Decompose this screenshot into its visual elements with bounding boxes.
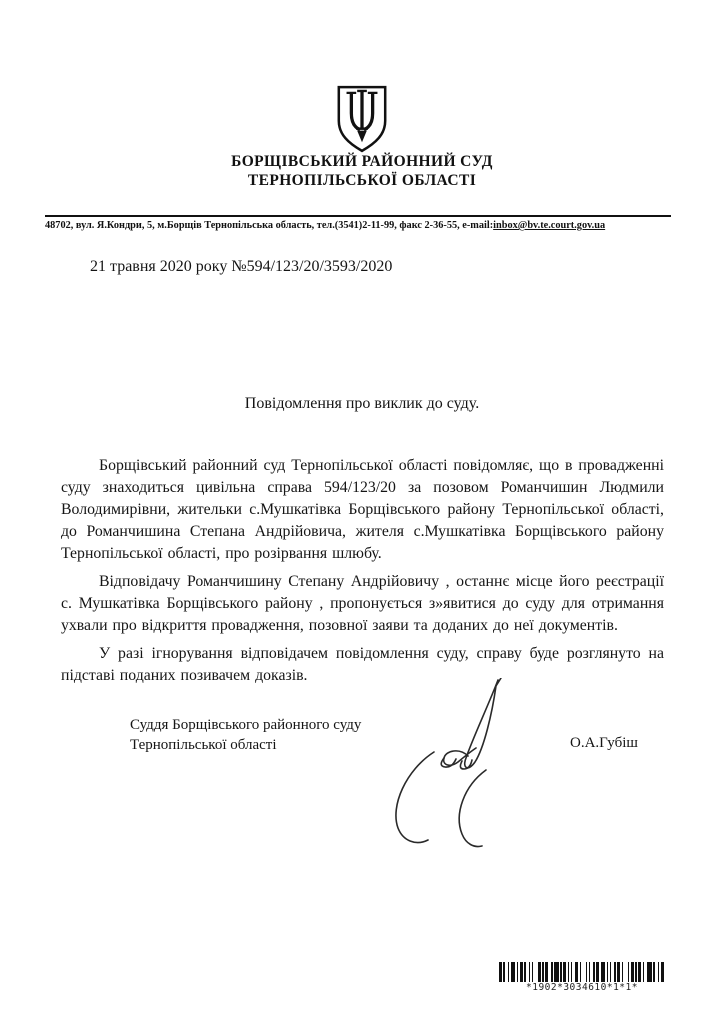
court-name-line2: ТЕРНОПІЛЬСЬКОЇ ОБЛАСТІ bbox=[247, 172, 477, 189]
barcode-icon bbox=[467, 962, 697, 982]
court-address-line bbox=[45, 219, 690, 232]
barcode-text: *1902*3034610*1*1* bbox=[526, 982, 638, 993]
barcode-block bbox=[467, 962, 697, 993]
judge-role-line2: Тернопільської області bbox=[130, 736, 277, 753]
address-text: 48702, вул. Я.Кондри, 5, м.Борщів Тернопільська область, тел.(3541)2-11-99, факс 2-36-55, e-mail: bbox=[45, 220, 494, 231]
document-body bbox=[61, 455, 664, 693]
ukraine-trident-emblem-icon bbox=[333, 84, 391, 154]
judge-role-block bbox=[130, 716, 361, 755]
paragraph-case-info: Борщівський районний суд Тернопільської області повідомляє, що в провадженні суду знаходиться цивільна справа 594/123/20 за позовом Романчишин Людмили Володимирівни, жительки с.Мушкатівка Борщівського району Тернопільської області, до Романчишина Степана Андрійовича, жителя с.Мушкатівка Борщівського району Тернопільської області, про розірвання шлюбу. bbox=[61, 457, 664, 562]
handwritten-signature bbox=[388, 678, 538, 850]
paragraph-summons: Відповідачу Романчишину Степану Андрійовичу , останнє місце його реєстрації с. Мушкатівка Борщівського району , пропонується з»явитися до суду для отримання ухвали про відкриття провадження, позовної заяви та доданих до неї документів. bbox=[61, 573, 664, 634]
date-reference-line: 21 травня 2020 року №594/123/20/3593/2020 bbox=[90, 258, 393, 275]
judge-name: О.А.Губіш bbox=[570, 735, 638, 751]
court-name-line1: БОРЩІВСЬКИЙ РАЙОННИЙ СУД bbox=[231, 153, 493, 170]
document-title: Повідомлення про виклик до суду. bbox=[244, 395, 480, 412]
paragraph-warning: У разі ігнорування відповідачем повідомлення суду, справу буде розглянуто на підставі поданих позивачем доказів. bbox=[61, 645, 664, 684]
judge-role-line1: Суддя Борщівського районного суду bbox=[130, 717, 362, 733]
header-divider bbox=[45, 215, 671, 217]
court-name bbox=[0, 152, 724, 190]
court-email: inbox@bv.te.court.gov.ua bbox=[493, 220, 606, 231]
